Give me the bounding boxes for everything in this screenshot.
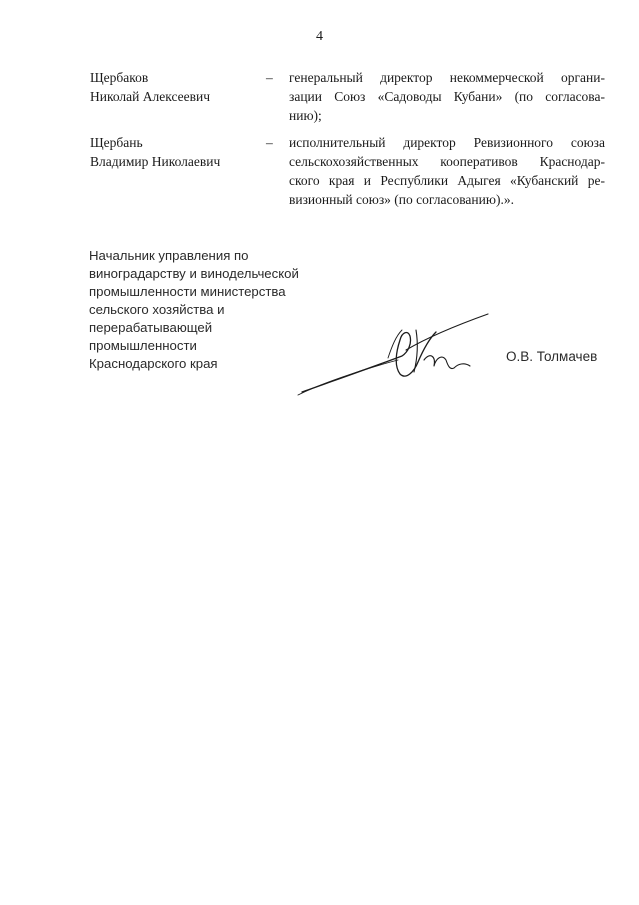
signatory-position-line: Краснодарского края: [89, 356, 218, 371]
signatory-position: [89, 247, 299, 373]
member-role-line: генеральный директор некоммерческой органи-: [289, 70, 605, 85]
member-role-line: ского края и Республики Адыгея «Кубанский ре-: [289, 173, 605, 188]
member-role: [289, 68, 605, 125]
signatory-position-line: перерабатывающей: [89, 320, 213, 335]
member-surname: Щербань: [90, 135, 143, 150]
signatory-name: О.В. Толмачев: [506, 349, 598, 364]
member-role-line: зации Союз «Садоводы Кубани» (по согласова-: [289, 89, 605, 104]
handwritten-signature: [290, 300, 490, 400]
signatory-position-line: виноградарству и винодельческой: [89, 266, 299, 281]
member-dash: –: [266, 70, 273, 85]
member-role-line: сельскохозяйственных кооперативов Краснодар-: [289, 154, 605, 169]
signatory-position-line: промышленности министерства: [89, 284, 286, 299]
page-number: 4: [316, 29, 323, 44]
member-given-names: Николай Алексеевич: [90, 89, 210, 104]
member-dash: –: [266, 135, 273, 150]
member-name: [90, 68, 260, 106]
member-name: [90, 133, 260, 171]
signatory-position-line: промышленности: [89, 338, 197, 353]
signatory-position-line: Начальник управления по: [89, 248, 249, 263]
member-surname: Щербаков: [90, 70, 149, 85]
member-role: [289, 133, 605, 209]
member-role-line: визионный союз» (по согласованию).».: [289, 192, 514, 207]
member-given-names: Владимир Николаевич: [90, 154, 221, 169]
member-role-line: исполнительный директор Ревизионного союза: [289, 135, 605, 150]
signatory-position-line: сельского хозяйства и: [89, 302, 225, 317]
member-role-line: нию);: [289, 108, 322, 123]
